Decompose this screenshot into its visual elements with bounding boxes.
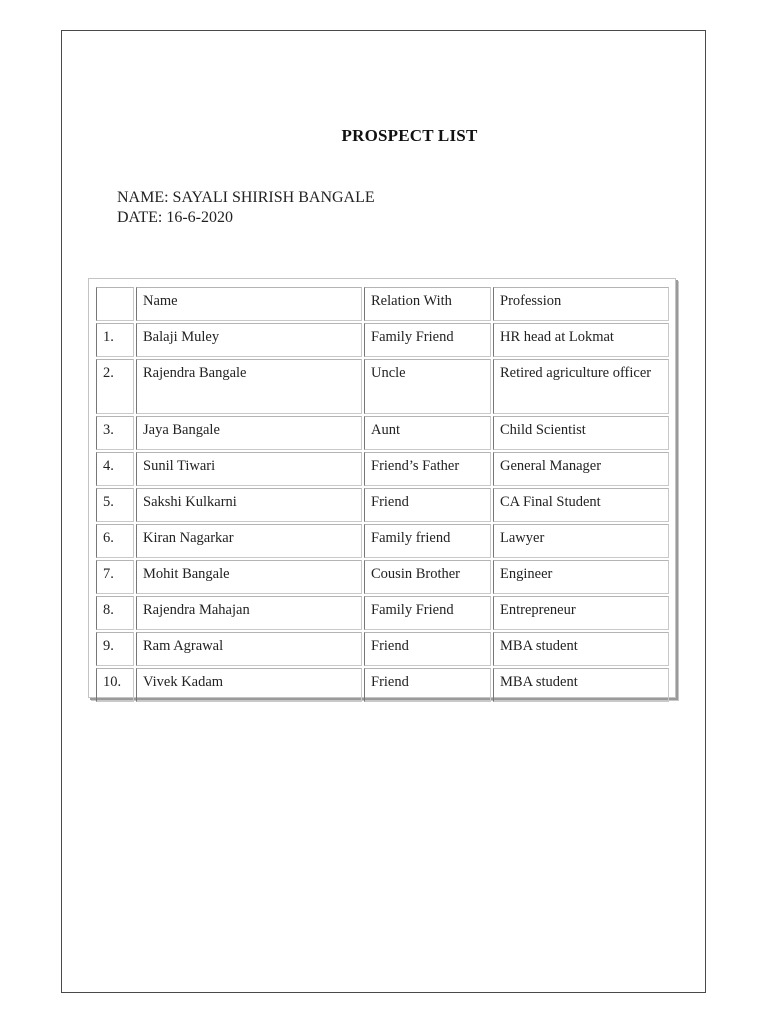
row-number: 2. (96, 359, 134, 414)
prospect-profession: HR head at Lokmat (493, 323, 669, 357)
prospect-table-frame (88, 278, 676, 698)
prospect-name: Kiran Nagarkar (136, 524, 362, 558)
prospect-profession: Engineer (493, 560, 669, 594)
prospect-name: Rajendra Mahajan (136, 596, 362, 630)
prospect-name: Ram Agrawal (136, 632, 362, 666)
prospect-profession: Retired agriculture officer (493, 359, 669, 414)
date-line: DATE: 16-6-2020 (117, 209, 233, 226)
prospect-relation: Friend’s Father (364, 452, 491, 486)
table-row (96, 632, 669, 666)
table-row (96, 359, 669, 414)
row-number: 6. (96, 524, 134, 558)
table-row (96, 668, 669, 702)
prospect-relation: Friend (364, 632, 491, 666)
table-row (96, 323, 669, 357)
table-row (96, 524, 669, 558)
prospect-name: Sakshi Kulkarni (136, 488, 362, 522)
document-meta (117, 188, 375, 228)
prospect-relation: Friend (364, 488, 491, 522)
row-number: 3. (96, 416, 134, 450)
prospect-profession: MBA student (493, 632, 669, 666)
prospect-relation: Family Friend (364, 323, 491, 357)
row-number: 1. (96, 323, 134, 357)
table-row (96, 452, 669, 486)
prospect-table (94, 285, 671, 704)
table-row (96, 560, 669, 594)
prospect-relation: Aunt (364, 416, 491, 450)
prospect-profession: Entrepreneur (493, 596, 669, 630)
header-cell-name: Name (136, 287, 362, 321)
prospect-name: Mohit Bangale (136, 560, 362, 594)
row-number: 9. (96, 632, 134, 666)
prospect-relation: Family friend (364, 524, 491, 558)
header-cell-profession: Profession (493, 287, 669, 321)
page-title: PROSPECT LIST (341, 126, 478, 145)
prospect-profession: General Manager (493, 452, 669, 486)
row-number: 4. (96, 452, 134, 486)
prospect-relation: Family Friend (364, 596, 491, 630)
row-number: 7. (96, 560, 134, 594)
prospect-name: Vivek Kadam (136, 668, 362, 702)
row-number: 8. (96, 596, 134, 630)
name-line: NAME: SAYALI SHIRISH BANGALE (117, 189, 375, 206)
prospect-name: Balaji Muley (136, 323, 362, 357)
prospect-profession: Child Scientist (493, 416, 669, 450)
table-header-row (96, 287, 669, 321)
header-cell-number (96, 287, 134, 321)
prospect-profession: MBA student (493, 668, 669, 702)
prospect-relation: Friend (364, 668, 491, 702)
document-page (61, 30, 706, 993)
table-row (96, 416, 669, 450)
table-row (96, 488, 669, 522)
prospect-name: Sunil Tiwari (136, 452, 362, 486)
table-row (96, 596, 669, 630)
prospect-profession: CA Final Student (493, 488, 669, 522)
prospect-relation: Cousin Brother (364, 560, 491, 594)
prospect-name: Jaya Bangale (136, 416, 362, 450)
header-cell-relation: Relation With (364, 287, 491, 321)
row-number: 10. (96, 668, 134, 702)
row-number: 5. (96, 488, 134, 522)
prospect-profession: Lawyer (493, 524, 669, 558)
prospect-name: Rajendra Bangale (136, 359, 362, 414)
prospect-relation: Uncle (364, 359, 491, 414)
